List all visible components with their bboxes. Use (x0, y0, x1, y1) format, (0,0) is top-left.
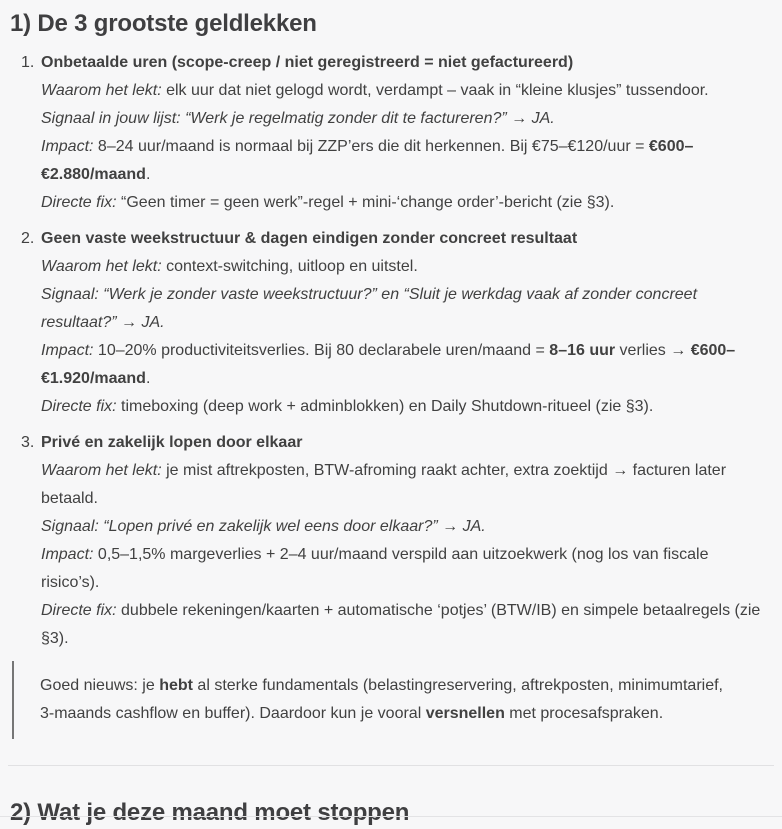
line-signaal: Signaal: “Werk je zonder vaste weekstructuur?” en “Sluit je werkdag vaak af zonder concreet resultaat?” → JA. (41, 286, 698, 331)
list-item-body (41, 49, 766, 217)
line-impact: Impact: 8–24 uur/maand is normaal bij ZZP’ers die dit herkennen. Bij €75–€120/uur = €600–€2.880/maand. (41, 138, 694, 183)
good-news-text: Goed nieuws: je hebt al sterke fundamentals (belastingreservering, aftrekposten, minimumtarief, 3-maands cashflow en buffer). Daardoor kun je vooral versnellen met procesafspraken. (40, 677, 723, 722)
money-leaks-list (10, 49, 766, 653)
line-signaal: Signaal in jouw lijst: “Werk je regelmatig zonder dit te factureren?” → JA. (41, 110, 555, 127)
section-divider (8, 765, 774, 766)
list-item-onbetaalde-uren (10, 49, 766, 217)
line-directe-fix: Directe fix: dubbele rekeningen/kaarten + automatische ‘potjes’ (BTW/IB) en simpele betaalregels (zie §3). (41, 602, 761, 647)
section-heading-geldlekken: 1) De 3 grootste geldlekken (10, 10, 317, 37)
list-item-body (41, 225, 766, 421)
line-waarom: Waarom het lekt: je mist aftrekposten, BTW-afroming raakt achter, extra zoektijd → facturen later betaald. (41, 462, 727, 507)
list-item-number: 3. (21, 434, 35, 451)
section-heading-stoppen: 2) Wat je deze maand moet stoppen (10, 799, 410, 826)
list-item-number: 1. (21, 54, 35, 71)
list-item-weekstructuur (10, 225, 766, 421)
line-waarom: Waarom het lekt: context-switching, uitloop en uitstel. (41, 258, 418, 275)
list-item-prive-zakelijk (10, 429, 766, 653)
list-item-body (41, 429, 766, 653)
line-directe-fix: Directe fix: “Geen timer = geen werk”-regel + mini-‘change order’-bericht (zie §3). (41, 194, 615, 211)
line-waarom: Waarom het lekt: elk uur dat niet gelogd wordt, verdampt – vaak in “kleine klusjes” tussendoor. (41, 82, 709, 99)
list-item-title: Privé en zakelijk lopen door elkaar (41, 434, 303, 451)
list-item-number: 2. (21, 230, 35, 247)
line-impact: Impact: 10–20% productiviteitsverlies. Bij 80 declarabele uren/maand = 8–16 uur verlies → €600–€1.920/maand. (41, 342, 736, 387)
line-signaal: Signaal: “Lopen privé en zakelijk wel eens door elkaar?” → JA. (41, 518, 486, 535)
good-news-callout (12, 661, 738, 739)
line-impact: Impact: 0,5–1,5% margeverlies + 2–4 uur/maand verspild aan uitzoekwerk (nog los van fiscale risico’s). (41, 546, 709, 591)
list-item-title: Onbetaalde uren (scope-creep / niet geregistreerd = niet gefactureerd) (41, 54, 574, 71)
line-directe-fix: Directe fix: timeboxing (deep work + adminblokken) en Daily Shutdown-ritueel (zie §3). (41, 398, 654, 415)
list-item-title: Geen vaste weekstructuur & dagen eindigen zonder concreet resultaat (41, 230, 578, 247)
